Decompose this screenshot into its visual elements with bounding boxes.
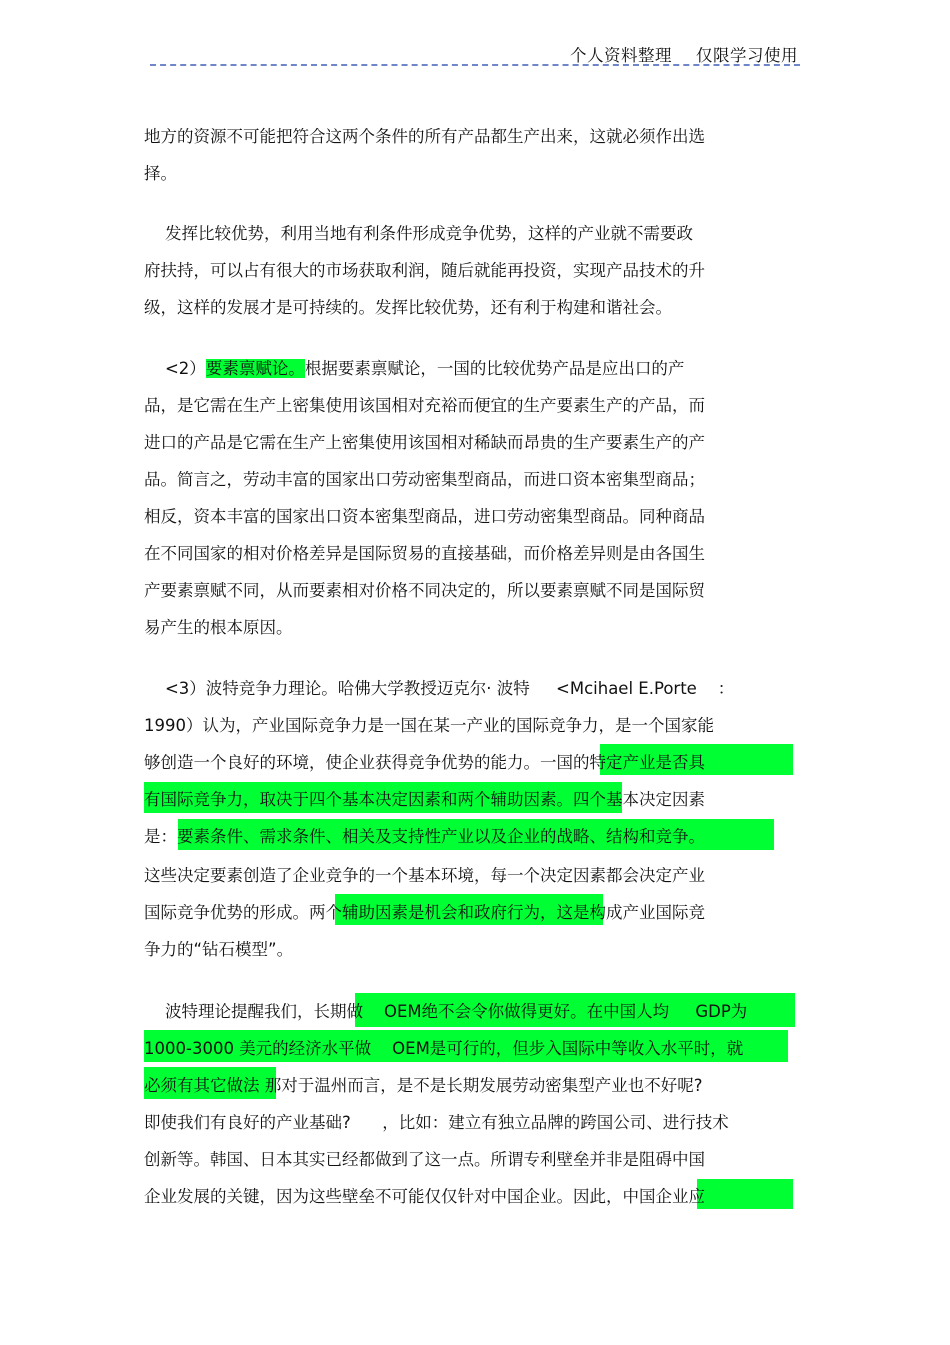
body-line [144, 1067, 703, 1105]
body-line: 易产生的根本原因。 [144, 618, 293, 637]
body-line: 创新等。韩国、日本其实已经都做到了这一点。所谓专利壁垒并非是阻碍中国 [144, 1150, 705, 1169]
body-line: 进口的产品是它需在生产上密集使用该国相对稀缺而昂贵的生产要素生产的产 [144, 433, 705, 452]
body-line: 品，是它需在生产上密集使用该国相对充裕而便宜的生产要素生产的产品，而 [144, 396, 705, 415]
body-text: 四个基本决定因素 [573, 790, 705, 809]
body-line [144, 744, 705, 782]
body-line: 地方的资源不可能把符合这两个条件的所有产品都生产出来，这就必须作出选 [144, 127, 705, 146]
body-text: 是构成产业国际竞 [573, 903, 705, 922]
body-line: 相反，资本丰富的国家出口资本密集型商品，进口劳动密集型商品。同种商品 [144, 507, 705, 526]
body-line: 品。简言之，劳动丰富的国家出口劳动密集型商品，而进口资本密集型商品； [144, 470, 705, 489]
body-line: 1990）认为，产业国际竞争力是一国在某一产业的国际竞争力，是一个国家能 [144, 716, 714, 735]
body-line: 择。 [144, 164, 177, 183]
body-text: 波特理论提醒我们， [144, 1002, 314, 1021]
header-divider [150, 64, 800, 66]
body-line [144, 993, 747, 1031]
highlighted-text: 长期做 OEM绝不会令你做得更好。在中国人均 GDP为 [313, 1002, 748, 1021]
body-line [144, 350, 684, 388]
body-line: 级，这样的发展才是可持续的。发挥比较优势，还有利于构建和谐社会。 [144, 298, 672, 317]
body-line [144, 818, 705, 856]
highlighted-text: 1000-3000 美元的经济水平做 OEM是可行的，但步入国际中等收入水平时，就 [144, 1039, 744, 1058]
highlighted-text: 要素条件、需求条件、相关及支持性产业以及企业的战略、结构和竞争。 [177, 827, 705, 846]
body-text: 企业发展的关键，因为这些壁垒不可能仅仅针对中国企业。因此，中国 [144, 1187, 656, 1206]
body-text: 是： [144, 827, 177, 846]
body-text: 国际竞争优势的形成。两 [144, 903, 326, 922]
body-line [144, 781, 705, 819]
body-text: 那对于温州而言，是不是长期发展劳动密集型产业也不好呢? [264, 1076, 703, 1095]
section-number: <2） [144, 359, 206, 378]
highlighted-text: 企业应 [655, 1187, 705, 1206]
body-text: 够创造一个良好的环境，使企业获得竞争优势的能力。一国 [144, 753, 573, 772]
page-header [150, 42, 798, 64]
header-text-right: 仅限学习使用 [696, 46, 798, 65]
highlighted-text: 有国际竞争力，取决于四个基本决定因素和两个辅助因素。 [144, 790, 573, 809]
body-line [144, 1178, 705, 1216]
highlighted-text: 的特定产业是否具 [573, 753, 705, 772]
body-line: 产要素禀赋不同，从而要素相对价格不同决定的，所以要素禀赋不同是国际贸 [144, 581, 705, 600]
highlighted-text: 个辅助因素是机会和政府行为，这 [325, 903, 573, 922]
body-line: 这些决定要素创造了企业竞争的一个基本环境，每一个决定因素都会决定产业 [144, 866, 705, 885]
body-line: 即使我们有良好的产业基础? ，比如：建立有独立品牌的跨国公司、进行技术 [144, 1113, 729, 1132]
header-text-left: 个人资料整理 [570, 46, 672, 65]
body-line [144, 894, 705, 932]
body-line: 争力的“钻石模型”。 [144, 940, 294, 959]
body-line [144, 1030, 743, 1068]
body-line: 在不同国家的相对价格差异是国际贸易的直接基础，而价格差异则是由各国生 [144, 544, 705, 563]
highlight-block [697, 1179, 793, 1209]
body-line: 发挥比较优势，利用当地有利条件形成竞争优势，这样的产业就不需要政 [144, 224, 693, 243]
body-line: 府扶持，可以占有很大的市场获取利润，随后就能再投资，实现产品技术的升 [144, 261, 705, 280]
body-text: 根据要素禀赋论，一国的比较优势产品是应出口的产 [304, 359, 685, 378]
body-line: <3）波特竞争力理论。哈佛大学教授迈克尔· 波特 <Mcihael E.Porte ： [144, 679, 735, 698]
highlighted-text: 要素禀赋论。 [205, 359, 305, 378]
highlighted-text: 必须有其它做法 [144, 1076, 265, 1095]
